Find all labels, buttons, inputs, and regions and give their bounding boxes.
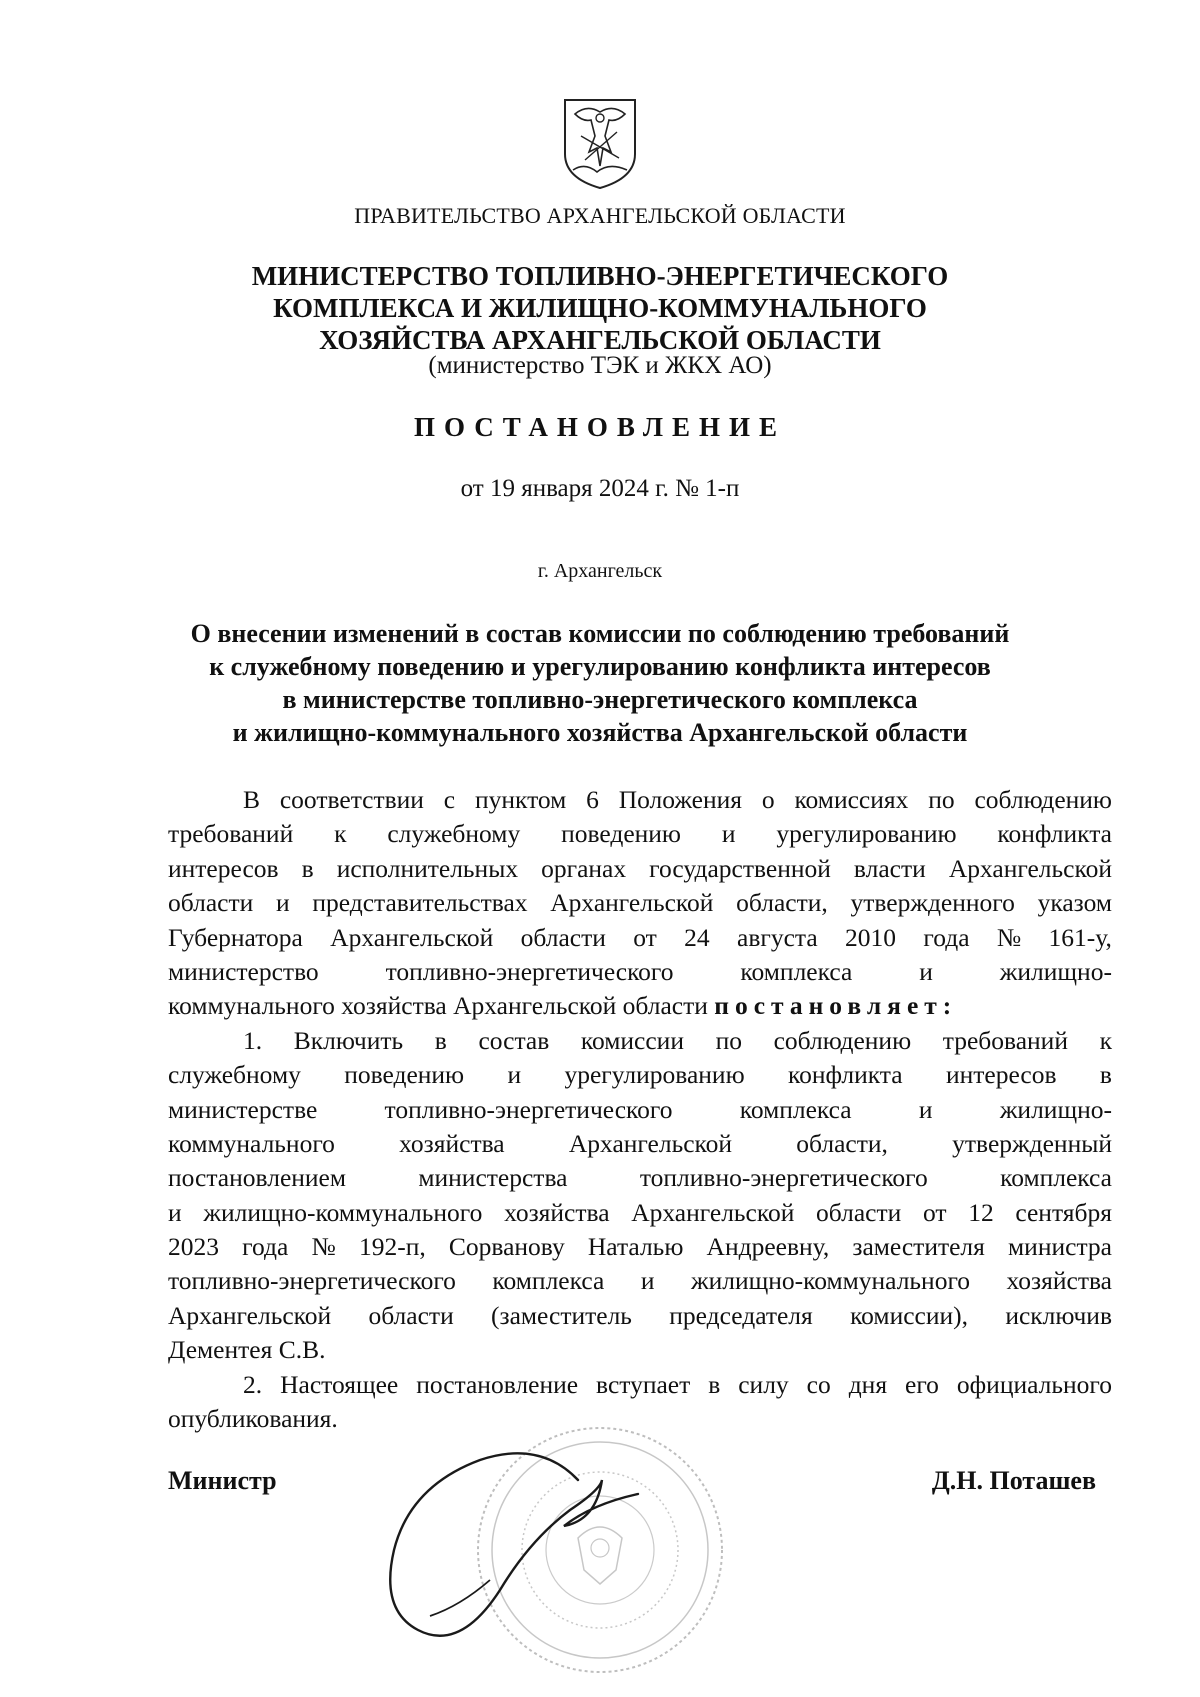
word: интересов bbox=[168, 853, 279, 883]
word: от bbox=[922, 1197, 947, 1227]
item1-line: Дементея С.В. bbox=[168, 1335, 326, 1365]
word: интересов bbox=[945, 1060, 1057, 1090]
word: о bbox=[761, 785, 775, 814]
word: коммунального bbox=[168, 1128, 335, 1158]
word: области bbox=[168, 888, 254, 918]
word: соблюдению bbox=[773, 1025, 912, 1055]
word: к bbox=[1099, 1025, 1112, 1055]
word: от bbox=[633, 922, 657, 952]
word: 161-у, bbox=[1048, 922, 1112, 952]
preamble-line bbox=[168, 955, 1112, 989]
item2-line bbox=[168, 1368, 1112, 1402]
word: 24 bbox=[684, 922, 710, 952]
handwritten-signature bbox=[370, 1420, 690, 1660]
word: в bbox=[301, 853, 314, 883]
word: комплекса bbox=[492, 1266, 605, 1296]
word: председателя bbox=[669, 1300, 813, 1330]
word: комиссиях bbox=[794, 785, 909, 814]
word: сентября bbox=[1015, 1197, 1112, 1227]
item1-line bbox=[168, 1058, 1112, 1092]
word: в bbox=[1099, 1060, 1112, 1090]
word: утвержденного bbox=[850, 888, 1015, 918]
word: области bbox=[368, 1300, 454, 1330]
word: хозяйства bbox=[399, 1128, 505, 1158]
word: в bbox=[434, 1025, 447, 1055]
word: Архангельской bbox=[168, 1300, 332, 1330]
word: государственной bbox=[649, 853, 831, 883]
word: соответствии bbox=[279, 785, 424, 814]
word: 192-п, bbox=[358, 1232, 426, 1262]
ministry-line: МИНИСТЕРСТВО ТОПЛИВНО-ЭНЕРГЕТИЧЕСКОГО bbox=[251, 261, 949, 291]
item1-line bbox=[168, 1264, 1112, 1298]
word: Сорванову bbox=[448, 1232, 565, 1262]
word: Архангельской bbox=[631, 1197, 795, 1227]
word: № bbox=[996, 922, 1022, 952]
ministry-name bbox=[0, 260, 1200, 356]
item1-line bbox=[168, 1161, 1112, 1195]
word: области, bbox=[736, 888, 828, 918]
word: и bbox=[918, 1094, 933, 1124]
word: комплекса bbox=[739, 1094, 852, 1124]
word: поведению bbox=[344, 1060, 465, 1090]
word: пунктом bbox=[474, 785, 567, 814]
word: года bbox=[242, 1232, 289, 1262]
word: № bbox=[311, 1232, 336, 1262]
word: августа bbox=[737, 922, 818, 952]
coat-of-arms-icon bbox=[559, 96, 641, 192]
signatory-position: Министр bbox=[168, 1466, 277, 1495]
word: поведению bbox=[561, 819, 681, 849]
word: хозяйства bbox=[504, 1197, 610, 1227]
word: постановление bbox=[416, 1369, 579, 1399]
word: требований bbox=[168, 819, 294, 849]
word: 2010 bbox=[845, 922, 897, 952]
word: 12 bbox=[968, 1197, 994, 1227]
preamble-line bbox=[168, 886, 1112, 920]
subject-line: и жилищно-коммунального хозяйства Архангельской области bbox=[232, 718, 968, 747]
word: официального bbox=[956, 1369, 1112, 1399]
word: Настоящее bbox=[280, 1369, 399, 1399]
word: силу bbox=[738, 1369, 789, 1399]
item1-line bbox=[168, 1093, 1112, 1127]
item2-line: опубликования. bbox=[168, 1404, 338, 1434]
word: комиссии bbox=[580, 1025, 684, 1055]
word: конфликта bbox=[788, 1060, 903, 1090]
preamble-line bbox=[168, 783, 1112, 817]
word: года bbox=[923, 922, 970, 952]
word: Архангельской bbox=[948, 853, 1112, 883]
word: В bbox=[243, 785, 261, 814]
word: по bbox=[928, 785, 955, 814]
word: 2023 bbox=[168, 1232, 219, 1262]
word: требований bbox=[942, 1025, 1068, 1055]
word: министерстве bbox=[168, 1094, 318, 1124]
word: соблюдению bbox=[974, 785, 1112, 814]
word: хозяйства bbox=[1006, 1266, 1112, 1296]
word: вступает bbox=[596, 1369, 691, 1399]
word: области, bbox=[796, 1128, 888, 1158]
item1-line bbox=[168, 1230, 1112, 1264]
word: топливно-энергетического bbox=[385, 956, 674, 986]
item1-line bbox=[168, 1196, 1112, 1230]
word: 1. bbox=[243, 1025, 263, 1055]
word: дня bbox=[848, 1369, 888, 1399]
word: топливно-энергетического bbox=[639, 1163, 928, 1193]
word: власти bbox=[853, 853, 926, 883]
preamble-text: коммунального хозяйства Архангельской области bbox=[168, 991, 708, 1021]
word: комиссии), bbox=[850, 1300, 969, 1330]
word: и bbox=[640, 1266, 655, 1296]
word: Губернатора bbox=[168, 922, 303, 952]
word: топливно-энергетического bbox=[384, 1094, 673, 1124]
word: исполнительных bbox=[336, 853, 519, 883]
word: и bbox=[275, 888, 290, 918]
subject-line: к служебному поведению и урегулированию конфликта интересов bbox=[209, 652, 991, 681]
word: в bbox=[708, 1369, 721, 1399]
signatory-name: Д.Н. Поташев bbox=[931, 1466, 1096, 1495]
word: урегулированию bbox=[776, 819, 957, 849]
preamble-line bbox=[168, 989, 1112, 1023]
word: конфликта bbox=[997, 819, 1112, 849]
word: и bbox=[721, 819, 736, 849]
word: со bbox=[806, 1369, 831, 1399]
preamble-line bbox=[168, 852, 1112, 886]
word: по bbox=[715, 1025, 742, 1055]
word: его bbox=[905, 1369, 939, 1399]
word: и bbox=[168, 1197, 182, 1227]
word: 6 bbox=[586, 785, 599, 814]
word: представительствах bbox=[312, 888, 528, 918]
word: урегулированию bbox=[564, 1060, 745, 1090]
word: служебному bbox=[168, 1060, 301, 1090]
ministry-line: ХОЗЯЙСТВА АРХАНГЕЛЬСКОЙ ОБЛАСТИ bbox=[319, 325, 881, 355]
item1-line bbox=[168, 1024, 1112, 1058]
word: Архангельской bbox=[550, 888, 714, 918]
word: утвержденный bbox=[952, 1128, 1112, 1158]
word: жилищно- bbox=[999, 1094, 1112, 1124]
document-city: г. Архангельск bbox=[537, 560, 663, 582]
word: указом bbox=[1037, 888, 1112, 918]
ministry-line: КОМПЛЕКСА И ЖИЛИЩНО-КОММУНАЛЬНОГО bbox=[273, 293, 927, 323]
word: с bbox=[443, 785, 456, 814]
word: состав bbox=[478, 1025, 550, 1055]
word: Положения bbox=[618, 785, 743, 814]
ministry-short-name: (министерство ТЭК и ЖКХ АО) bbox=[428, 352, 772, 379]
word: комплекса bbox=[740, 956, 853, 986]
government-name: ПРАВИТЕЛЬСТВО АРХАНГЕЛЬСКОЙ ОБЛАСТИ bbox=[354, 203, 846, 228]
word: и bbox=[507, 1060, 522, 1090]
word: области bbox=[816, 1197, 902, 1227]
word: служебному bbox=[387, 819, 521, 849]
word: Андреевну, bbox=[706, 1232, 830, 1262]
word: Наталью bbox=[587, 1232, 684, 1262]
subject-line: О внесении изменений в состав комиссии по соблюдению требований bbox=[190, 619, 1010, 648]
word: заместителя bbox=[852, 1232, 985, 1262]
word: министерство bbox=[168, 956, 319, 986]
document-date-number: от 19 января 2024 г. № 1-п bbox=[460, 475, 740, 502]
preamble-line bbox=[168, 817, 1112, 851]
word: Включить bbox=[293, 1025, 404, 1055]
word: области bbox=[520, 922, 606, 952]
word: (заместитель bbox=[491, 1300, 632, 1330]
item1-line bbox=[168, 1127, 1112, 1161]
word: министерства bbox=[418, 1163, 568, 1193]
document-type: ПОСТАНОВЛЕНИЕ bbox=[413, 412, 787, 442]
word: жилищно- bbox=[999, 956, 1112, 986]
item1-line bbox=[168, 1299, 1112, 1333]
word: топливно-энергетического bbox=[168, 1266, 456, 1296]
word: Архангельской bbox=[330, 922, 494, 952]
word: 2. bbox=[243, 1369, 263, 1399]
document-subject bbox=[0, 617, 1200, 749]
word: Архангельской bbox=[568, 1128, 733, 1158]
word: и bbox=[919, 956, 933, 986]
resolves-word: постановляет: bbox=[714, 991, 958, 1021]
word: министра bbox=[1008, 1232, 1112, 1262]
preamble-line bbox=[168, 921, 1112, 955]
word: исключив bbox=[1005, 1300, 1112, 1330]
word: жилищно-коммунального bbox=[690, 1266, 971, 1296]
word: к bbox=[334, 819, 347, 849]
document-body bbox=[168, 783, 1112, 1436]
word: постановлением bbox=[168, 1163, 347, 1193]
word: жилищно-коммунального bbox=[203, 1197, 483, 1227]
subject-line: в министерстве топливно-энергетического комплекса bbox=[282, 685, 918, 714]
word: органах bbox=[541, 853, 627, 883]
word: комплекса bbox=[1000, 1163, 1112, 1193]
